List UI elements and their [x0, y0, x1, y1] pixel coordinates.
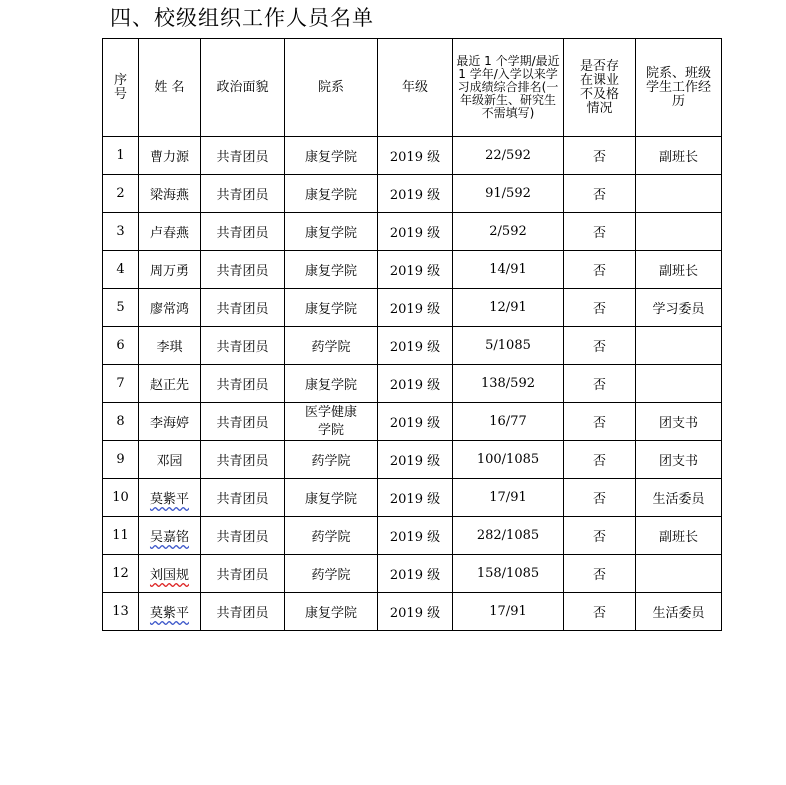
cell-politics [201, 289, 285, 327]
grade-text: 2019 级 [389, 264, 441, 279]
cell-politics [201, 327, 285, 365]
fail-text: 否 [592, 150, 606, 165]
cell-fail [564, 593, 636, 631]
name-text: 刘国规 [149, 568, 189, 583]
cell-fail [564, 441, 636, 479]
politics-text: 共青团员 [216, 492, 269, 507]
rank-text: 2/592 [489, 224, 527, 239]
fail-text: 否 [592, 302, 606, 317]
grade-text: 2019 级 [389, 188, 441, 203]
cell-fail [564, 213, 636, 251]
dept-text: 药学院 [311, 568, 351, 583]
cell-name [139, 403, 201, 441]
cell-fail [564, 327, 636, 365]
cell-experience [636, 403, 722, 441]
cell-grade [378, 593, 453, 631]
cell-dept [285, 479, 378, 517]
cell-dept [285, 137, 378, 175]
cell-experience [636, 517, 722, 555]
politics-text: 共青团员 [216, 454, 269, 469]
cell-fail [564, 403, 636, 441]
experience-text: 团支书 [658, 416, 698, 431]
cell-dept [285, 213, 378, 251]
dept-text: 康复学院 [304, 378, 357, 393]
rank-text: 22/592 [485, 148, 531, 163]
table-header-row [103, 39, 722, 137]
cell-rank [453, 403, 564, 441]
cell-politics [201, 251, 285, 289]
dept-text: 康复学院 [304, 226, 357, 241]
grade-text: 2019 级 [389, 606, 441, 621]
cell-experience [636, 441, 722, 479]
cell-experience [636, 479, 722, 517]
rank-text: 91/592 [485, 186, 531, 201]
seq-text: 7 [116, 376, 125, 391]
cell-fail [564, 137, 636, 175]
table-row [103, 327, 722, 365]
grade-text: 2019 级 [389, 150, 441, 165]
cell-politics [201, 593, 285, 631]
cell-dept [285, 175, 378, 213]
name-text: 卢春燕 [149, 226, 189, 241]
fail-text: 否 [592, 568, 606, 583]
politics-text: 共青团员 [216, 530, 269, 545]
seq-text: 12 [112, 566, 129, 581]
name-text: 廖常鸿 [149, 302, 189, 317]
experience-text: 团支书 [658, 454, 698, 469]
cell-name [139, 327, 201, 365]
cell-experience [636, 175, 722, 213]
header-experience: 院系、班级学生工作经历 [636, 39, 722, 137]
cell-fail [564, 365, 636, 403]
table-row [103, 289, 722, 327]
grade-text: 2019 级 [389, 492, 441, 507]
experience-text: 副班长 [658, 150, 698, 165]
experience-text: 学习委员 [652, 302, 705, 317]
fail-text: 否 [592, 226, 606, 241]
rank-text: 100/1085 [476, 452, 540, 467]
cell-grade [378, 441, 453, 479]
table-row [103, 251, 722, 289]
seq-text: 6 [116, 338, 125, 353]
cell-dept [285, 289, 378, 327]
cell-dept [285, 517, 378, 555]
table-row [103, 479, 722, 517]
fail-text: 否 [592, 340, 606, 355]
dept-text: 康复学院 [304, 264, 357, 279]
cell-experience [636, 137, 722, 175]
fail-text: 否 [592, 416, 606, 431]
cell-grade [378, 479, 453, 517]
page-title: 四、校级组织工作人员名单 [110, 6, 374, 30]
seq-text: 3 [116, 224, 125, 239]
table-row [103, 517, 722, 555]
cell-politics [201, 213, 285, 251]
cell-experience [636, 365, 722, 403]
cell-politics [201, 365, 285, 403]
politics-text: 共青团员 [216, 302, 269, 317]
seq-text: 11 [112, 528, 129, 543]
politics-text: 共青团员 [216, 340, 269, 355]
cell-grade [378, 517, 453, 555]
table-row [103, 403, 722, 441]
cell-dept [285, 441, 378, 479]
experience-text: 副班长 [658, 530, 698, 545]
grade-text: 2019 级 [389, 530, 441, 545]
dept-text: 药学院 [311, 454, 351, 469]
header-rank: 最近 1 个学期/最近 1 学年/入学以来学习成绩综合排名(一年级新生、研究生不需填写) [453, 39, 564, 137]
cell-seq [103, 137, 139, 175]
cell-grade [378, 365, 453, 403]
experience-text: 生活委员 [652, 606, 705, 621]
table-row [103, 365, 722, 403]
cell-seq [103, 327, 139, 365]
cell-experience [636, 289, 722, 327]
cell-grade [378, 213, 453, 251]
name-text: 曹力源 [149, 150, 189, 165]
cell-rank [453, 175, 564, 213]
cell-experience [636, 593, 722, 631]
cell-name [139, 593, 201, 631]
cell-grade [378, 251, 453, 289]
cell-dept [285, 403, 378, 441]
fail-text: 否 [592, 606, 606, 621]
cell-rank [453, 327, 564, 365]
header-name: 姓 名 [139, 39, 201, 137]
cell-seq [103, 365, 139, 403]
cell-name [139, 479, 201, 517]
cell-fail [564, 175, 636, 213]
cell-experience [636, 213, 722, 251]
cell-grade [378, 327, 453, 365]
table-row [103, 555, 722, 593]
fail-text: 否 [592, 492, 606, 507]
table-row [103, 441, 722, 479]
cell-seq [103, 289, 139, 327]
fail-text: 否 [592, 264, 606, 279]
cell-rank [453, 365, 564, 403]
cell-dept [285, 251, 378, 289]
cell-fail [564, 555, 636, 593]
cell-rank [453, 137, 564, 175]
cell-fail [564, 289, 636, 327]
cell-seq [103, 175, 139, 213]
seq-text: 10 [112, 490, 129, 505]
cell-grade [378, 289, 453, 327]
cell-politics [201, 555, 285, 593]
cell-experience [636, 555, 722, 593]
cell-name [139, 365, 201, 403]
name-text: 李琪 [156, 340, 183, 355]
name-text: 李海婷 [149, 416, 189, 431]
experience-text: 副班长 [658, 264, 698, 279]
cell-seq [103, 213, 139, 251]
rank-text: 5/1085 [485, 338, 531, 353]
name-text: 赵正先 [149, 378, 189, 393]
seq-text: 5 [116, 300, 125, 315]
cell-rank [453, 251, 564, 289]
cell-name [139, 251, 201, 289]
name-text: 莫紫平 [149, 492, 189, 507]
seq-text: 4 [116, 262, 125, 277]
cell-rank [453, 289, 564, 327]
cell-seq [103, 251, 139, 289]
staff-table [102, 38, 722, 631]
cell-name [139, 137, 201, 175]
cell-politics [201, 137, 285, 175]
cell-rank [453, 213, 564, 251]
cell-grade [378, 555, 453, 593]
grade-text: 2019 级 [389, 340, 441, 355]
dept-text: 药学院 [311, 530, 351, 545]
cell-grade [378, 137, 453, 175]
seq-text: 9 [116, 452, 125, 467]
dept-text: 康复学院 [304, 492, 357, 507]
rank-text: 282/1085 [476, 528, 540, 543]
seq-text: 13 [112, 604, 129, 619]
cell-politics [201, 479, 285, 517]
table-row [103, 137, 722, 175]
cell-seq [103, 479, 139, 517]
cell-grade [378, 175, 453, 213]
politics-text: 共青团员 [216, 226, 269, 241]
dept-text: 康复学院 [304, 606, 357, 621]
rank-text: 138/592 [480, 376, 535, 391]
rank-text: 16/77 [489, 414, 527, 429]
header-grade: 年级 [378, 39, 453, 137]
cell-rank [453, 441, 564, 479]
cell-seq [103, 555, 139, 593]
politics-text: 共青团员 [216, 264, 269, 279]
cell-seq [103, 403, 139, 441]
dept-text: 药学院 [311, 340, 351, 355]
grade-text: 2019 级 [389, 226, 441, 241]
grade-text: 2019 级 [389, 454, 441, 469]
name-text: 吴嘉铭 [149, 530, 189, 545]
politics-text: 共青团员 [216, 606, 269, 621]
cell-name [139, 555, 201, 593]
grade-text: 2019 级 [389, 568, 441, 583]
seq-text: 2 [116, 186, 125, 201]
cell-seq [103, 441, 139, 479]
table-row [103, 213, 722, 251]
table-row [103, 175, 722, 213]
politics-text: 共青团员 [216, 150, 269, 165]
grade-text: 2019 级 [389, 302, 441, 317]
table-row [103, 593, 722, 631]
cell-seq [103, 517, 139, 555]
cell-experience [636, 251, 722, 289]
cell-fail [564, 479, 636, 517]
dept-text: 康复学院 [304, 188, 357, 203]
rank-text: 17/91 [489, 490, 527, 505]
cell-name [139, 213, 201, 251]
cell-rank [453, 479, 564, 517]
name-text: 邓园 [156, 454, 183, 469]
cell-fail [564, 517, 636, 555]
cell-dept [285, 555, 378, 593]
cell-name [139, 441, 201, 479]
grade-text: 2019 级 [389, 378, 441, 393]
cell-rank [453, 593, 564, 631]
fail-text: 否 [592, 378, 606, 393]
dept-text: 康复学院 [304, 150, 357, 165]
rank-text: 158/1085 [476, 566, 540, 581]
cell-politics [201, 441, 285, 479]
header-dept: 院系 [285, 39, 378, 137]
cell-experience [636, 327, 722, 365]
cell-name [139, 175, 201, 213]
cell-grade [378, 403, 453, 441]
rank-text: 14/91 [489, 262, 527, 277]
politics-text: 共青团员 [216, 378, 269, 393]
cell-seq [103, 593, 139, 631]
cell-rank [453, 517, 564, 555]
cell-rank [453, 555, 564, 593]
cell-politics [201, 517, 285, 555]
cell-dept [285, 365, 378, 403]
cell-dept [285, 593, 378, 631]
rank-text: 17/91 [489, 604, 527, 619]
dept-text: 医学健康学院 [304, 404, 357, 438]
grade-text: 2019 级 [389, 416, 441, 431]
name-text: 莫紫平 [149, 606, 189, 621]
header-politics: 政治面貌 [201, 39, 285, 137]
politics-text: 共青团员 [216, 568, 269, 583]
name-text: 周万勇 [149, 264, 189, 279]
header-seq: 序号 [103, 39, 139, 137]
cell-fail [564, 251, 636, 289]
name-text: 梁海燕 [149, 188, 189, 203]
cell-politics [201, 175, 285, 213]
experience-text: 生活委员 [652, 492, 705, 507]
header-fail: 是否存在课业不及格情况 [564, 39, 636, 137]
seq-text: 1 [116, 148, 125, 163]
politics-text: 共青团员 [216, 188, 269, 203]
cell-dept [285, 327, 378, 365]
fail-text: 否 [592, 188, 606, 203]
rank-text: 12/91 [489, 300, 527, 315]
fail-text: 否 [592, 454, 606, 469]
cell-name [139, 517, 201, 555]
seq-text: 8 [116, 414, 125, 429]
dept-text: 康复学院 [304, 302, 357, 317]
cell-politics [201, 403, 285, 441]
fail-text: 否 [592, 530, 606, 545]
cell-name [139, 289, 201, 327]
politics-text: 共青团员 [216, 416, 269, 431]
